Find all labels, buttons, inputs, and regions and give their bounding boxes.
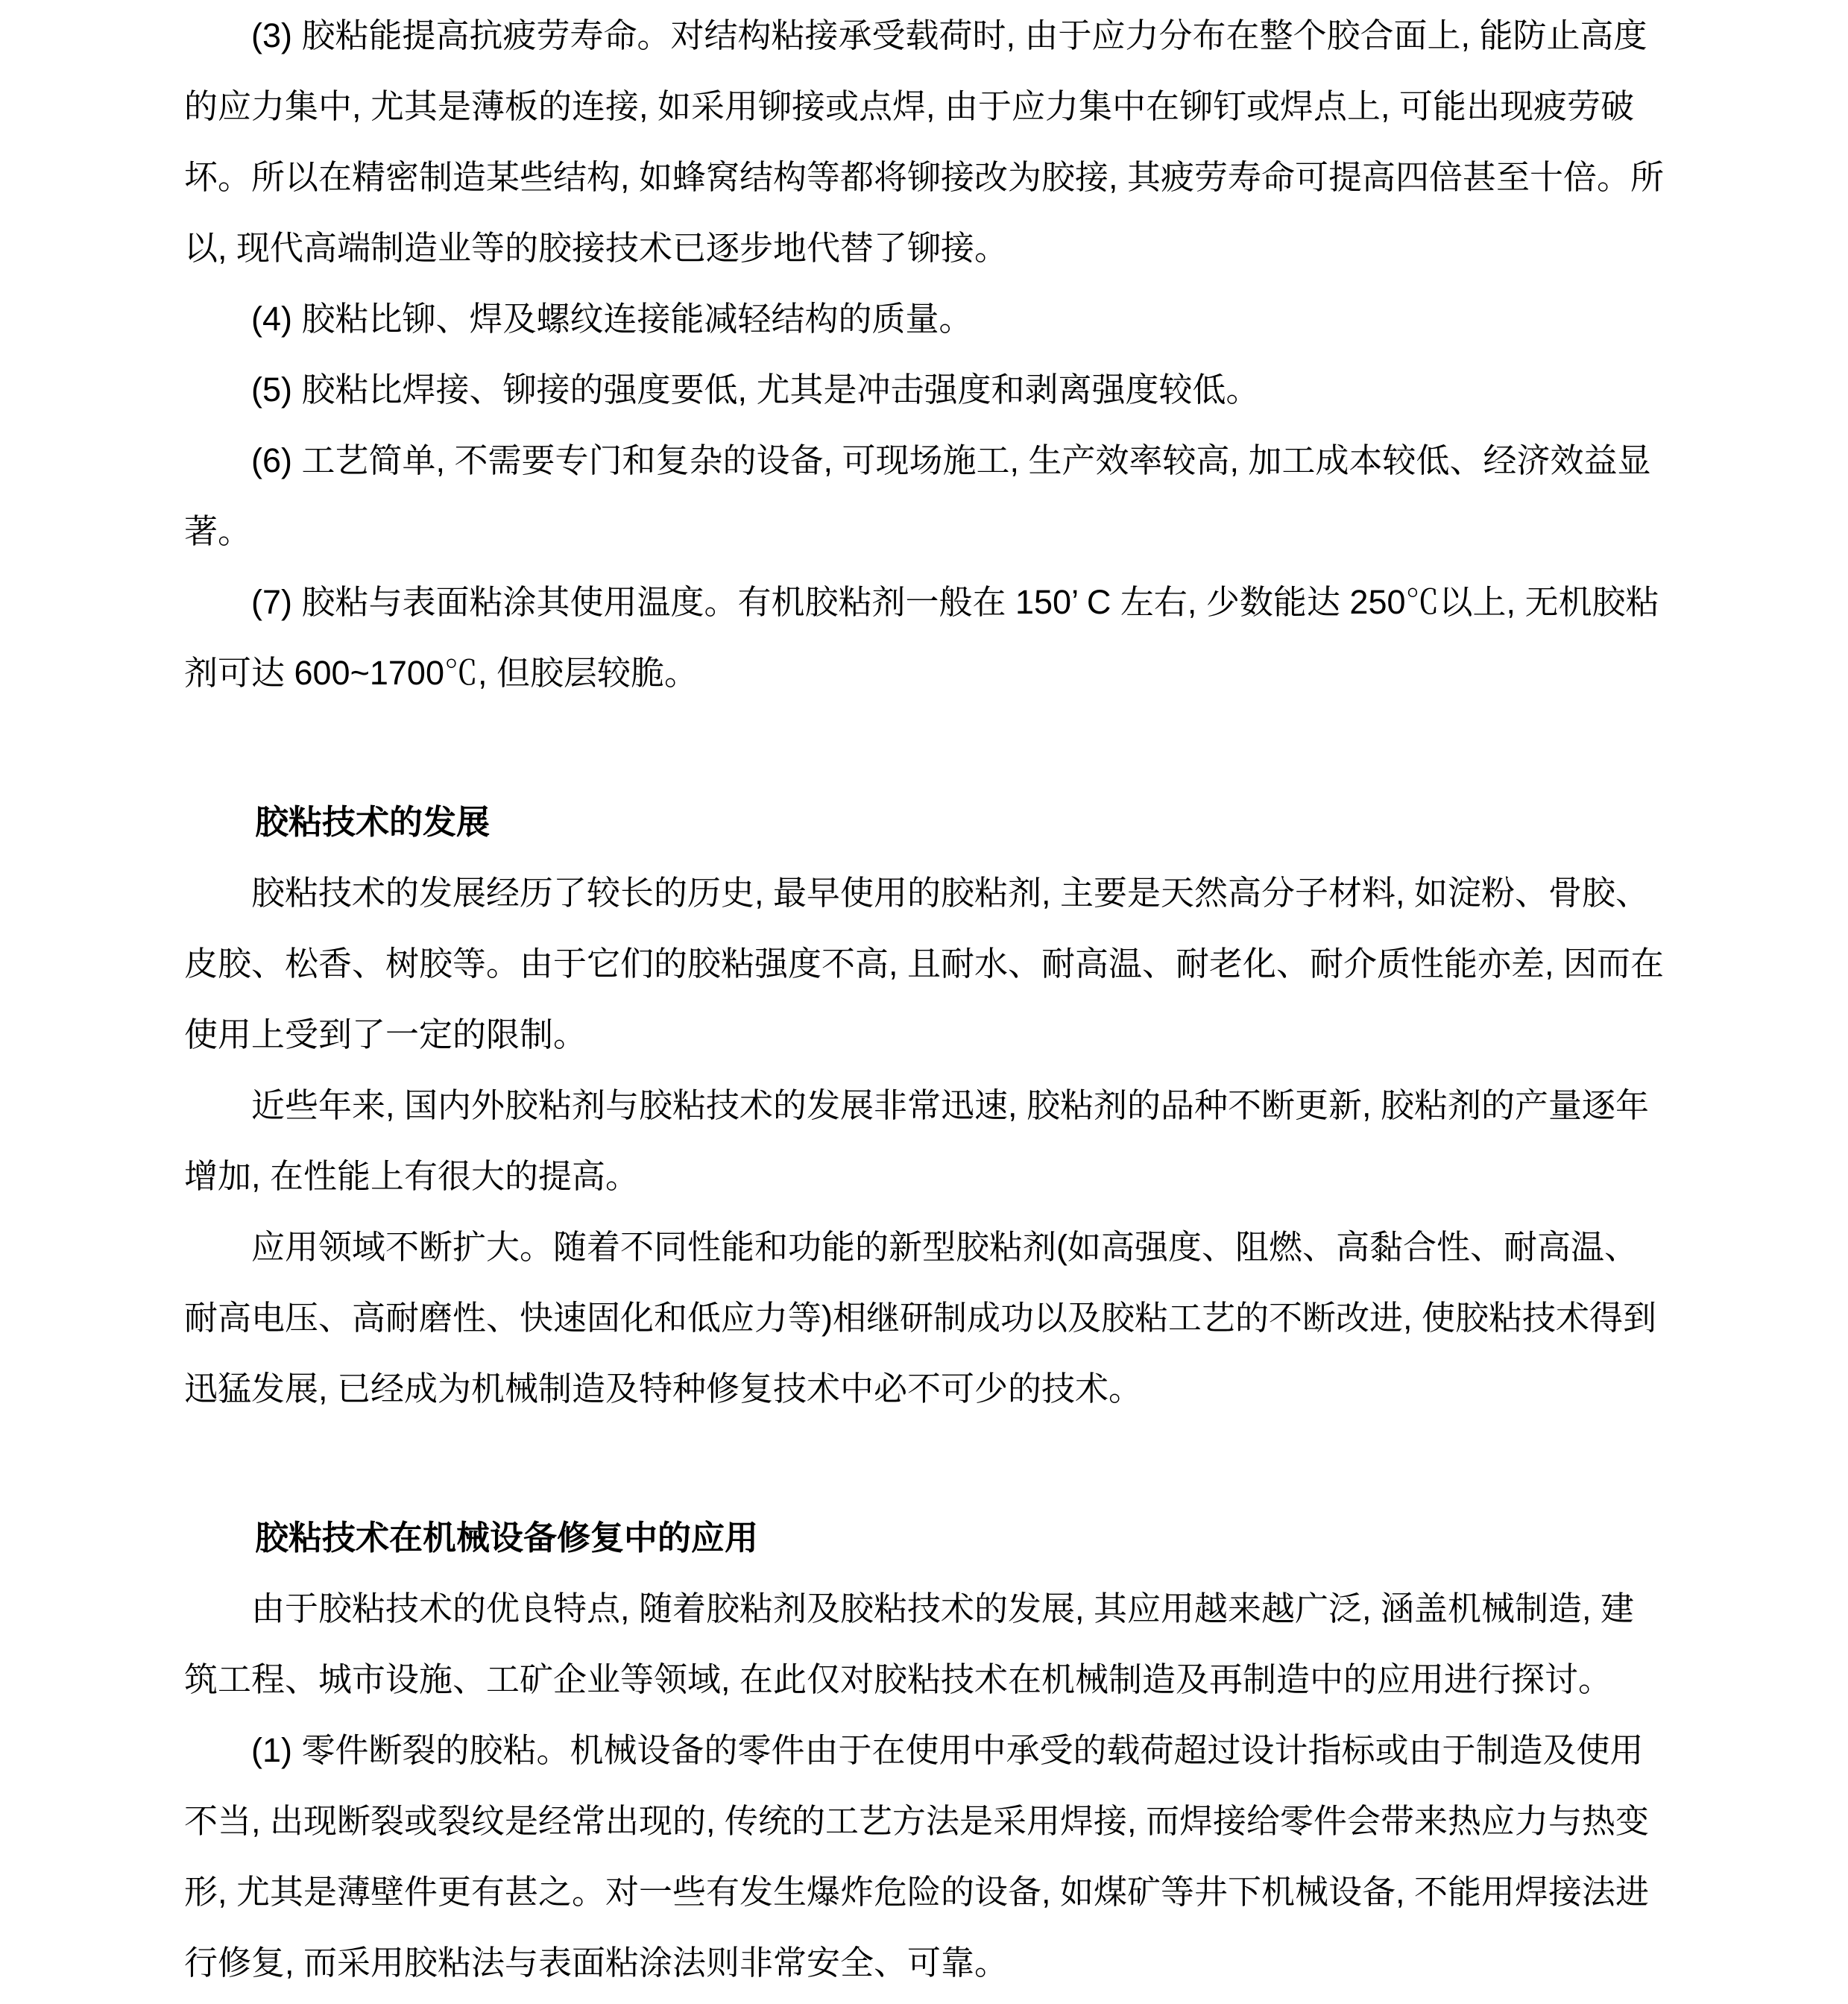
- text-line: (1) 零件断裂的胶粘。机械设备的零件由于在使用中承受的载荷超过设计指标或由于制造及使用: [251, 1731, 1644, 1769]
- text-line: 行修复, 而采用胶粘法与表面粘涂法则非常安全、可靠。: [184, 1944, 1009, 1982]
- text-line: 应用领域不断扩大。随着不同性能和功能的新型胶粘剂(如高强度、阻燃、高黏合性、耐高温、: [251, 1228, 1638, 1266]
- text-line: 近些年来, 国内外胶粘剂与胶粘技术的发展非常迅速, 胶粘剂的品种不断更新, 胶粘剂的产量逐年: [251, 1086, 1650, 1124]
- document-text: [184, 0, 1668, 1998]
- text-line: 剂可达 600~1700℃, 但胶层较脆。: [184, 654, 698, 692]
- text-line: 使用上受到了一定的限制。: [184, 1015, 587, 1053]
- text-line: (5) 胶粘比焊接、铆接的强度要低, 尤其是冲击强度和剥离强度较低。: [251, 371, 1260, 409]
- text-line: (4) 胶粘比铆、焊及螺纹连接能减轻结构的质量。: [251, 300, 973, 338]
- text-line: 不当, 出现断裂或裂纹是经常出现的, 传统的工艺方法是采用焊接, 而焊接给零件会带来热应力与热变: [184, 1802, 1650, 1840]
- paragraph-spacer: [184, 708, 1668, 787]
- section-heading: 胶粘技术在机械设备修复中的应用: [255, 1519, 759, 1557]
- section-heading: 胶粘技术的发展: [255, 803, 491, 841]
- text-line: 耐高电压、高耐磨性、快速固化和低应力等)相继研制成功以及胶粘工艺的不断改进, 使胶粘技术得到: [184, 1299, 1656, 1337]
- text-line: 增加, 在性能上有很大的提高。: [184, 1157, 640, 1195]
- text-line: 筑工程、城市设施、工矿企业等领域, 在此仅对胶粘技术在机械制造及再制造中的应用进行探讨。: [184, 1660, 1612, 1698]
- text-line: 胶粘技术的发展经历了较长的历史, 最早使用的胶粘剂, 主要是天然高分子材料, 如淀粉、骨胶、: [251, 874, 1650, 912]
- text-line: (3) 胶粘能提高抗疲劳寿命。对结构粘接承受载荷时, 由于应力分布在整个胶合面上, 能防止高度: [251, 16, 1647, 54]
- text-line: 的应力集中, 尤其是薄板的连接, 如采用铆接或点焊, 由于应力集中在铆钉或焊点上, 可能出现疲劳破: [184, 87, 1635, 125]
- text-line: 迅猛发展, 已经成为机械制造及特种修复技术中必不可少的技术。: [184, 1370, 1143, 1408]
- text-line: 著。: [184, 512, 252, 550]
- text-line: (6) 工艺简单, 不需要专门和复杂的设备, 可现场施工, 生产效率较高, 加工成本较低、经济效益显: [251, 441, 1651, 479]
- text-line: 皮胶、松香、树胶等。由于它们的胶粘强度不高, 且耐水、耐高温、耐老化、耐介质性能亦差, 因而在: [184, 945, 1665, 983]
- text-line: 坏。所以在精密制造某些结构, 如蜂窝结构等都将铆接改为胶接, 其疲劳寿命可提高四倍甚至十倍。所: [184, 158, 1665, 196]
- text-line: 以, 现代高端制造业等的胶接技术已逐步地代替了铆接。: [184, 229, 1009, 267]
- text-line: (7) 胶粘与表面粘涂其使用温度。有机胶粘剂一般在 150’ C 左右, 少数能达 250℃以上, 无机胶粘: [251, 583, 1659, 621]
- text-line: 由于胶粘技术的优良特点, 随着胶粘剂及胶粘技术的发展, 其应用越来越广泛, 涵盖机械制造, 建: [251, 1589, 1635, 1628]
- paragraph-spacer: [184, 1424, 1668, 1502]
- text-line: 形, 尤其是薄壁件更有甚之。对一些有发生爆炸危险的设备, 如煤矿等井下机械设备, 不能用焊接法进: [184, 1873, 1650, 1911]
